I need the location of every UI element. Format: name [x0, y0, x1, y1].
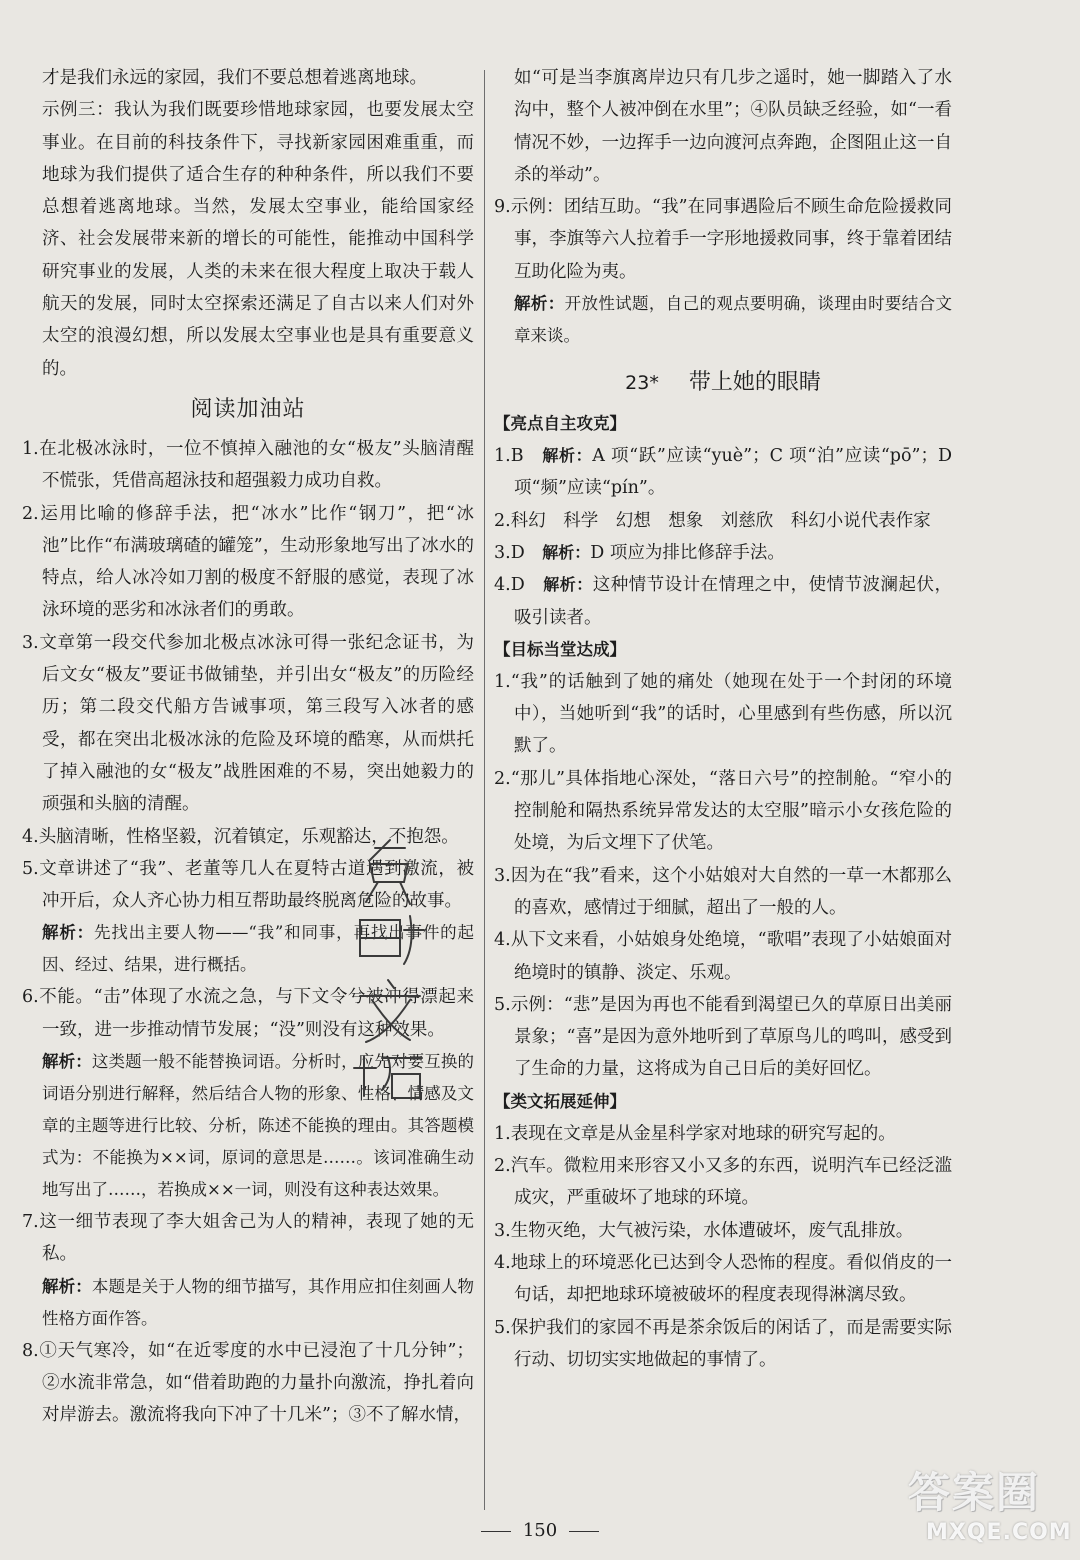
explanation-text: 本题是关于人物的细节描写，其作用应扣住刻画人物性格方面作答。	[42, 1276, 475, 1328]
explanation-label: 解析：	[542, 446, 593, 466]
answer-text: 1.B	[494, 446, 543, 467]
intro-line: 才是我们永远的家园，我们不要总想着逃离地球。	[42, 68, 427, 88]
lesson-title	[494, 358, 952, 408]
answer-item: 3.生物灭绝，大气被污染，水体遭破坏，废气乱排放。	[494, 1220, 914, 1241]
answer-item: 9.示例：团结互助。“我”在同事遇险后不顾生命危险援救同事，李旗等六人拉着手一字形地援救同事，终于靠着团结互助化险为夷。	[494, 197, 952, 282]
lesson-number: 23*	[625, 372, 659, 395]
left-column	[22, 62, 474, 1432]
explanation-text: 这种情节设计在情理之中，使情节波澜起伏，吸引读者。	[514, 575, 953, 628]
group-title: 【类文拓展延伸】	[494, 1091, 626, 1111]
answer-item: 4.头脑清晰，性格坚毅，沉着镇定，乐观豁达，不抱怨。	[22, 826, 459, 847]
answer-item: 2.科幻 科学 幻想 想象 刘慈欣 科幻小说代表作家	[494, 510, 931, 531]
explanation-text: D 项应为排比修辞手法。	[590, 542, 785, 563]
answer-item: 3.因为在“我”看来，这个小姑娘对大自然的一草一木都那么的喜欢，感情过于细腻，超出了一般的人。	[494, 865, 952, 918]
explanation-text: 先找出主要人物——“我”和同事，再找出事件的起因、经过、结果，进行概括。	[42, 923, 475, 975]
footer-dash	[569, 1531, 599, 1532]
logo-url: MXQE.COM	[926, 1520, 1072, 1545]
explanation-text: 开放性试题，自己的观点要明确，谈理由时要结合文章来谈。	[514, 294, 953, 346]
answer-item	[494, 569, 952, 634]
explanation	[494, 288, 952, 352]
answer-item: 2.汽车。微粒用来形容又小又多的东西，说明汽车已经泛滥成灾，严重破坏了地球的环境。	[494, 1156, 952, 1209]
answer-item: 4.从下文来看，小姑娘身处绝境，“歌唱”表现了小姑娘面对绝境时的镇静、淡定、乐观。	[494, 930, 952, 983]
answer-item: 4.地球上的环境恶化已达到令人恐怖的程度。看似俏皮的一句话，却把地球环境被破坏的程度表现得淋漓尽致。	[494, 1252, 952, 1306]
intro-example-three: 示例三：我认为我们既要珍惜地球家园，也要发展太空事业。在目前的科技条件下，寻找新家园困难重重，而地球为我们提供了适合生存的种种条件，所以我们不要总想着逃离地球。当然，发展太空事业，能给国家经济、社会发展带来新的增长的可能性，能推动中国科学研究事业的发展，人类的未来在很大程度上取决于载人航天的发展，同时太空探索还满足了自古以来人们对外太空的浪漫幻想，所以发展太空事业也是具有重要意义的。	[42, 100, 474, 379]
answer-item: 5.文章讲述了“我”、老董等几人在夏特古道遇到激流，被冲开后，众人齐心协力相互帮助最终脱离危险的故事。	[22, 858, 474, 912]
answer-item	[494, 440, 952, 505]
handwritten-watermark	[330, 830, 450, 1110]
right-column	[494, 62, 952, 1376]
answer-item: 6.不能。“击”体现了水流之急，与下文令兮被冲得漂起来一致，进一步推动情节发展；“没”则没有这种效果。	[22, 987, 474, 1040]
answer-item: 3.文章第一段交代参加北极点冰泳可得一张纪念证书，为后文女“极友”要证书做铺垫，并引出女“极友”的历险经历；第二段交代船方告诫事项，第三段写入冰者的感受，都在突出北极冰泳的危险及环境的酷寒，从而烘托了掉入融池的女“极友”战胜困难的不易，突出她毅力的顽强和头脑的清醒。	[22, 632, 474, 815]
section-title: 阅读加油站	[190, 396, 306, 422]
group-title: 【亮点自主攻克】	[494, 414, 626, 434]
page-number: 150	[522, 1520, 558, 1541]
answer-item: 2.运用比喻的修辞手法，把“冰水”比作“钢刀”，把“冰池”比作“布满玻璃碴的罐笼”，生动形象地写出了冰水的特点，给人冰冷如刀割的极度不舒服的感觉，表现了冰泳环境的恶劣和冰泳者们的勇敢。	[22, 503, 474, 621]
answer-item: 1.在北极冰泳时，一位不慎掉入融池的女“极友”头脑清醒不慌张，凭借高超泳技和超强毅力成功自救。	[22, 438, 474, 492]
page-footer	[0, 1520, 1080, 1541]
answer-item	[494, 537, 952, 569]
explanation-label: 解析：	[514, 294, 565, 314]
answer-item: 2.“那儿”具体指地心深处，“落日六号”的控制舱。“窄小的控制舱和隔热系统异常发达的太空服”暗示小女孩危险的处境，为后文埋下了伏笔。	[494, 768, 952, 854]
answer-item: 5.保护我们的家园不再是茶余饭后的闲话了，而是需要实际行动、切切实实地做起的事情了。	[494, 1317, 952, 1370]
explanation	[22, 1271, 474, 1335]
explanation-text: A 项“跃”应读“yuè”；C 项“泊”应读“pō”；D 项“频”应读“pín”。	[514, 446, 952, 499]
group-title: 【目标当堂达成】	[494, 639, 626, 659]
continued-answer: 如“可是当李旗离岸边只有几步之遥时，她一脚踏入了水沟中，整个人被冲倒在水里”；④队员缺乏经验，如“一看情况不妙，一边挥手一边向渡河点奔跑，企图阻止这一自杀的举动”。	[514, 68, 952, 185]
answer-item: 1.表现在文章是从金星科学家对地球的研究写起的。	[494, 1123, 896, 1144]
answer-item: 1.“我”的话触到了她的痛处（她现在处于一个封闭的环境中），当她听到“我”的话时，心里感到有些伤感，所以沉默了。	[494, 671, 952, 757]
explanation-label: 解析：	[42, 1276, 92, 1296]
explanation-label: 解析：	[42, 1052, 92, 1072]
explanation-label: 解析：	[542, 542, 591, 562]
explanation-label: 解析：	[42, 923, 94, 943]
explanation-label: 解析：	[543, 575, 593, 595]
logo-text: 答案圈	[908, 1468, 1041, 1517]
lesson-name: 带上她的眼睛	[688, 370, 821, 396]
answer-item: 5.示例：“悲”是因为再也不能看到渴望已久的草原日出美丽景象；“喜”是因为意外地听到了草原鸟儿的鸣叫，感受到了生命的力量，这将成为自己日后的美好回忆。	[494, 994, 952, 1080]
answer-item: 8.①天气寒冷，如“在近零度的水中已浸泡了十几分钟”；②水流非常急，如“借着助跑的力量扑向激流，挣扎着向对岸游去。激流将我向下冲了十几米”；③不了解水情，	[22, 1340, 474, 1426]
site-logo	[890, 1460, 1070, 1556]
answer-item: 7.这一细节表现了李大姐舍己为人的精神，表现了她的无私。	[22, 1212, 474, 1265]
footer-dash	[481, 1531, 511, 1532]
column-divider	[484, 70, 485, 1510]
answer-text: 4.D	[494, 575, 544, 596]
answer-text: 3.D	[494, 542, 543, 563]
explanation-text: 这类题一般不能替换词语。分析时，应先对要互换的词语分别进行解释，然后结合人物的形象、性格、情感及文章的主题等进行比较、分析，陈述不能换的理由。其答题模式为：不能换为××词，原词的意思是……。该词准确生动地写出了……，若换成××一词，则没有这种表达效果。	[42, 1052, 475, 1200]
